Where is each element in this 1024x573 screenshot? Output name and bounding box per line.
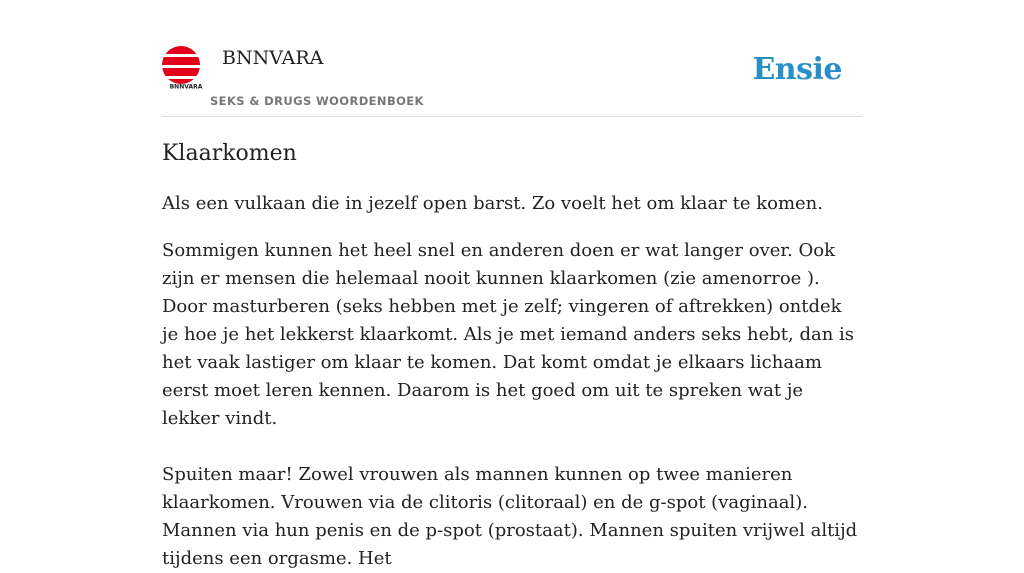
entry-title: Klaarkomen [162,141,297,166]
ensie-brand-logo[interactable]: Ensie [752,52,842,87]
source-name[interactable]: BNNVARA [222,47,324,69]
entry-content [162,138,862,573]
entry-paragraph-2: Spuiten maar! Zowel vrouwen als mannen kunnen op twee manieren klaarkomen. Vrouwen via de clitoris (clitoraal) en de g-spot (vaginaal). Mannen via hun penis en de p-spot (prostaat). Mannen spuiten vrijwel altijd tijdens een orgasme. Het [162,464,858,569]
bnnvara-logo-icon[interactable] [162,46,202,90]
dictionary-name[interactable]: SEKS & DRUGS WOORDENBOEK [210,94,424,108]
entry-paragraph-1: Sommigen kunnen het heel snel en anderen doen er wat langer over. Ook zijn er mensen die helemaal nooit kunnen klaarkomen (zie amenorroe ). Door masturberen (seks hebben met je zelf; vingeren of aftrekken) ontdek je hoe je het lekkerst klaarkomt. Als je met iemand anders seks hebt, dan is het vaak lastiger om klaar te komen. Dat komt omdat je elkaars lichaam eerst moet leren kennen. Daarom is het goed om uit te spreken wat je lekker vindt. [162,240,855,429]
bnnvara-logo-graphic [162,46,202,90]
logo-text: BNNVARA [169,83,203,91]
header [162,0,862,117]
entry-summary: Als een vulkaan die in jezelf open barst. Zo voelt het om klaar te komen. [162,193,823,214]
